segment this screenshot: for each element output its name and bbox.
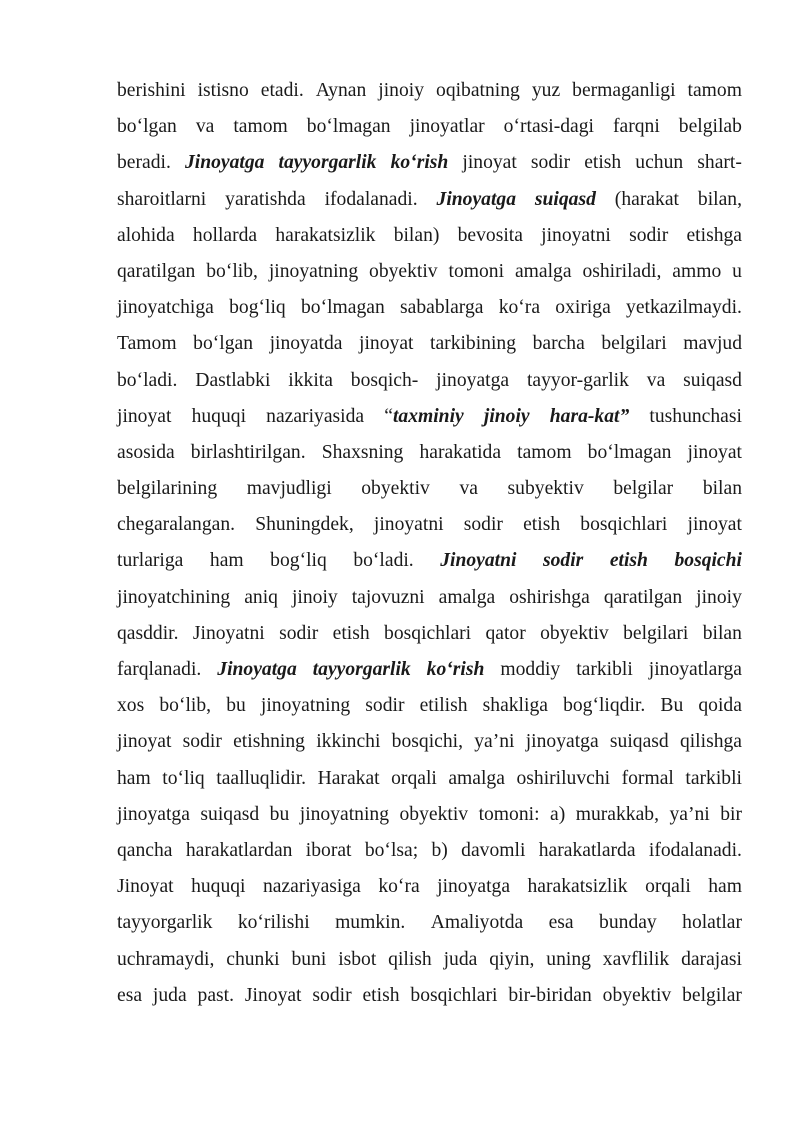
word: Jinoyatga	[217, 659, 297, 680]
word: davomli	[461, 839, 526, 861]
word: Jinoyatga	[184, 152, 265, 174]
word: mavjud	[683, 333, 742, 355]
word: etish	[609, 550, 648, 572]
word: Shuningdek,	[255, 514, 354, 536]
word: oshiriladi,	[582, 260, 662, 282]
word: ikkita	[288, 369, 333, 391]
text-line	[117, 73, 742, 109]
word: bo‘ladi.	[117, 369, 178, 391]
word: Aynan	[315, 80, 367, 101]
word: murakkab,	[575, 803, 659, 825]
word: qaratilgan	[117, 260, 196, 282]
word: obyektiv	[369, 260, 438, 282]
word: formal	[621, 767, 674, 789]
word: berishini	[117, 80, 186, 101]
word: tamom	[233, 116, 288, 138]
word: qilishga	[679, 731, 742, 753]
word: ko‘rish	[390, 152, 449, 174]
word: sodir	[543, 550, 584, 572]
word: jinoyatni	[541, 224, 611, 246]
word: tamom	[517, 441, 572, 463]
word: etish	[362, 984, 400, 1006]
word: ya’ni	[669, 803, 710, 825]
word: bo‘lib,	[159, 695, 212, 717]
word: jinoyatga	[437, 876, 511, 898]
word: qator	[485, 622, 526, 644]
word: aniq	[244, 586, 278, 608]
word: va	[195, 116, 215, 138]
word: bo‘lmagan	[306, 116, 391, 138]
word: shart-	[697, 152, 742, 174]
word: jinoyatlar	[409, 116, 485, 138]
text-line	[117, 869, 742, 905]
word: “taxminiy	[384, 405, 464, 427]
word: suiqasd	[683, 369, 742, 391]
word: Dastlabki	[195, 369, 271, 391]
word: harakatsizlik	[527, 876, 628, 898]
word: bosqichlari	[384, 622, 472, 644]
word: nazariyasida	[266, 405, 365, 427]
word: ko‘ra	[378, 876, 420, 898]
word: farqni	[613, 116, 660, 138]
word: harakatlarda	[538, 839, 636, 861]
word: farqlanadi.	[117, 659, 202, 680]
word: amalga	[448, 767, 505, 789]
word: ifodalanadi.	[324, 188, 418, 210]
text-line	[117, 145, 742, 181]
word: bosqichlari	[410, 984, 498, 1006]
word: orqali	[391, 767, 437, 789]
text-line	[117, 833, 742, 869]
word: chunki	[226, 948, 280, 970]
word: buni	[291, 948, 327, 970]
word: qaratilgan	[603, 586, 683, 608]
word: tarkibining	[430, 333, 517, 355]
word: uchramaydi,	[117, 948, 215, 970]
word: qasddir.	[117, 622, 179, 644]
word: darajasi	[681, 948, 742, 970]
word: o‘rtasi-dagi	[503, 116, 594, 138]
word: moddiy	[500, 659, 561, 680]
word: jinoiy	[378, 80, 424, 101]
word: Jinoyatni	[192, 622, 265, 644]
word: hollarda	[192, 224, 258, 246]
word: tayyorgarlik	[278, 152, 377, 174]
word: asosida	[117, 441, 175, 463]
text-line	[117, 616, 742, 652]
text-line	[117, 363, 742, 399]
word: shakliga	[482, 695, 548, 717]
word: Jinoyat	[117, 876, 174, 898]
word: sodir	[312, 984, 352, 1006]
word: bilan)	[393, 224, 440, 246]
text-line	[117, 905, 742, 941]
word: belgilar	[682, 984, 742, 1006]
word: xos	[117, 695, 145, 717]
word: ammo	[672, 260, 722, 282]
word: nazariyasiga	[262, 876, 361, 898]
word: ikkinchi	[316, 731, 381, 753]
text-line	[117, 399, 742, 435]
word: tomoni:	[478, 803, 540, 825]
word: ham	[708, 876, 742, 898]
word: sodir	[182, 731, 222, 753]
word: jinoyat	[462, 152, 517, 174]
word: bo‘lsa;	[364, 839, 419, 861]
word: amalga	[438, 586, 496, 608]
text-line	[117, 580, 742, 616]
text-line	[117, 471, 742, 507]
word: jinoyat	[117, 731, 172, 753]
word: bo‘lmagan	[587, 441, 672, 463]
word: bosqichlari	[580, 514, 668, 536]
text-line	[117, 254, 742, 290]
word: (harakat	[614, 188, 679, 210]
word: jinoyat	[687, 514, 742, 536]
word: yetkazilmaydi.	[626, 297, 742, 319]
word: oqibatning	[436, 80, 520, 101]
word: jinoiy	[291, 586, 338, 608]
word: ham	[209, 550, 244, 572]
text-line	[117, 290, 742, 326]
word: taalluqlidir.	[216, 767, 307, 789]
word: esa	[548, 912, 574, 934]
word: Amaliyotda	[430, 912, 524, 934]
word: mavjudligi	[246, 478, 332, 500]
word: etadi.	[260, 80, 304, 101]
word: beradi.	[117, 152, 171, 174]
word: bo‘lgan	[193, 333, 253, 355]
word: ko‘rish	[426, 659, 485, 680]
word: yaratishda	[225, 188, 306, 210]
word: chegaralangan.	[117, 514, 236, 536]
word: Jinoyatni	[440, 550, 517, 572]
word: birlashtirilgan.	[190, 441, 306, 463]
text-line	[117, 688, 742, 724]
word: sodir	[279, 622, 319, 644]
word: bilan	[702, 622, 742, 644]
text-line	[117, 942, 742, 978]
word: Harakat	[317, 767, 380, 789]
text-line	[117, 326, 742, 362]
word: etishga	[686, 224, 742, 246]
word: subyektiv	[507, 478, 584, 500]
word: xavflilik	[602, 948, 670, 970]
word: huquqi	[191, 876, 246, 898]
word: tayyorgarlik	[312, 659, 411, 680]
word: to‘liq	[162, 767, 205, 789]
word: oshirishga	[509, 586, 590, 608]
word: jinoyat	[359, 333, 414, 355]
word: uchun	[635, 152, 684, 174]
word: jinoiy	[696, 586, 742, 608]
word: bo‘lib,	[206, 260, 258, 282]
word: harakatida	[419, 441, 502, 463]
word: uning	[546, 948, 591, 970]
word: bevosita	[457, 224, 523, 246]
text-line	[117, 435, 742, 471]
word: sodir	[365, 695, 405, 717]
word: bir	[720, 803, 742, 825]
word: bo‘ladi.	[353, 550, 414, 572]
word: harakatsizlik	[275, 224, 376, 246]
word: turlariga	[117, 550, 184, 572]
word: suiqasd	[609, 731, 669, 753]
word: etishning	[233, 731, 305, 753]
word: obyektiv	[361, 478, 430, 500]
word: orqali	[645, 876, 691, 898]
word: jinoyatga	[117, 803, 190, 825]
word: etish	[332, 622, 370, 644]
word: oxiriga	[555, 297, 611, 319]
word: qilish	[388, 948, 432, 970]
word: bunday	[599, 912, 657, 934]
text-line	[117, 761, 742, 797]
word: sodir	[629, 224, 669, 246]
word: bilan	[702, 478, 742, 500]
word: istisno	[197, 80, 249, 101]
word: esa	[117, 984, 143, 1006]
word: jinoyat	[687, 441, 742, 463]
word: etish	[584, 152, 622, 174]
word: etilish	[419, 695, 468, 717]
word: sodir	[463, 514, 503, 536]
word: va	[459, 478, 478, 500]
word: mumkin.	[335, 912, 406, 934]
word: Shaxsning	[321, 441, 404, 463]
word: jinoiy	[483, 405, 530, 427]
word: qancha	[117, 839, 173, 861]
word: bosqichi,	[391, 731, 463, 753]
word: belgilari	[601, 333, 667, 355]
word: qoida	[698, 695, 742, 717]
word: tomoni	[448, 260, 505, 282]
text-line	[117, 797, 742, 833]
word: holatlar	[682, 912, 742, 934]
text-line	[117, 724, 742, 760]
word: jinoyatga	[436, 369, 510, 391]
word: bo‘lmagan	[300, 297, 385, 319]
word: alohida	[117, 224, 175, 246]
word: va	[646, 369, 666, 391]
word: barcha	[532, 333, 585, 355]
word: jinoyatchiga	[117, 297, 214, 319]
word: jinoyatning	[299, 803, 390, 825]
word: obyektiv	[540, 622, 609, 644]
word: belgilab	[678, 116, 742, 138]
word: jinoyatchining	[117, 586, 231, 608]
word: ifodalanadi.	[648, 839, 742, 861]
word: tushunchasi	[649, 405, 742, 427]
word: bu	[226, 695, 246, 717]
word: obyektiv	[602, 984, 672, 1006]
word: qiyin,	[489, 948, 535, 970]
word: tarkibli	[685, 767, 742, 789]
word: bu	[269, 803, 290, 825]
word: ya’ni	[474, 731, 515, 753]
word: tayyorgarlik	[117, 912, 213, 934]
word: juda	[152, 984, 187, 1006]
word: tajovuzni	[351, 586, 425, 608]
word: bosqich-	[350, 369, 419, 391]
word: jinoyatni	[373, 514, 444, 536]
word: bir-biridan	[508, 984, 592, 1006]
text-line	[117, 109, 742, 145]
word: Bu	[660, 695, 684, 717]
word: isbot	[338, 948, 377, 970]
word: suiqasd	[200, 803, 260, 825]
word: belgilarining	[117, 478, 218, 500]
word: huquqi	[191, 405, 247, 427]
text-line	[117, 543, 742, 579]
word: b)	[431, 839, 448, 861]
text-line	[117, 652, 742, 688]
word: jinoyatning	[268, 260, 359, 282]
word: Tamom	[117, 333, 177, 355]
word: tarkibli	[576, 659, 633, 680]
word: iborat	[305, 839, 352, 861]
word: sodir	[530, 152, 571, 174]
word: sabablarga	[400, 297, 484, 319]
word: hara-kat”	[549, 405, 630, 427]
text-line	[117, 978, 742, 1014]
word: a)	[550, 803, 566, 825]
word: jinoyatga	[525, 731, 599, 753]
word: obyektiv	[399, 803, 469, 825]
word: jinoyatning	[260, 695, 351, 717]
word: bosqichi	[674, 550, 742, 572]
word: bo‘lgan	[117, 116, 177, 138]
text-line	[117, 182, 742, 218]
word: Jinoyat	[244, 984, 302, 1006]
word: ham	[117, 767, 151, 789]
word: yuz	[531, 80, 561, 101]
word: jinoyatlarga	[648, 659, 742, 680]
word: etish	[523, 514, 561, 536]
word: sharoitlarni	[117, 188, 207, 210]
word: bermaganligi	[572, 80, 676, 101]
word: harakatlardan	[185, 839, 293, 861]
word: ko‘ra	[498, 297, 541, 319]
word: oshiriluvchi	[516, 767, 611, 789]
text-line	[117, 218, 742, 254]
word: bog‘liq	[229, 297, 286, 319]
body-text	[117, 73, 742, 1014]
word: tamom	[687, 80, 742, 101]
word: past.	[197, 984, 235, 1006]
word: amalga	[514, 260, 572, 282]
word: belgilar	[613, 478, 674, 500]
word: bilan,	[697, 188, 742, 210]
word: Jinoyatga	[436, 188, 516, 210]
word: suiqasd	[534, 188, 596, 210]
word: u	[732, 260, 742, 282]
word: ko‘rilishi	[237, 912, 310, 934]
word: juda	[443, 948, 478, 970]
text-line	[117, 507, 742, 543]
word: belgilari	[623, 622, 689, 644]
word: jinoyat	[117, 405, 172, 427]
word: jinoyatda	[269, 333, 343, 355]
word: bog‘liq	[270, 550, 327, 572]
word: bog‘liqdir.	[563, 695, 646, 717]
word: tayyor-garlik	[526, 369, 629, 391]
